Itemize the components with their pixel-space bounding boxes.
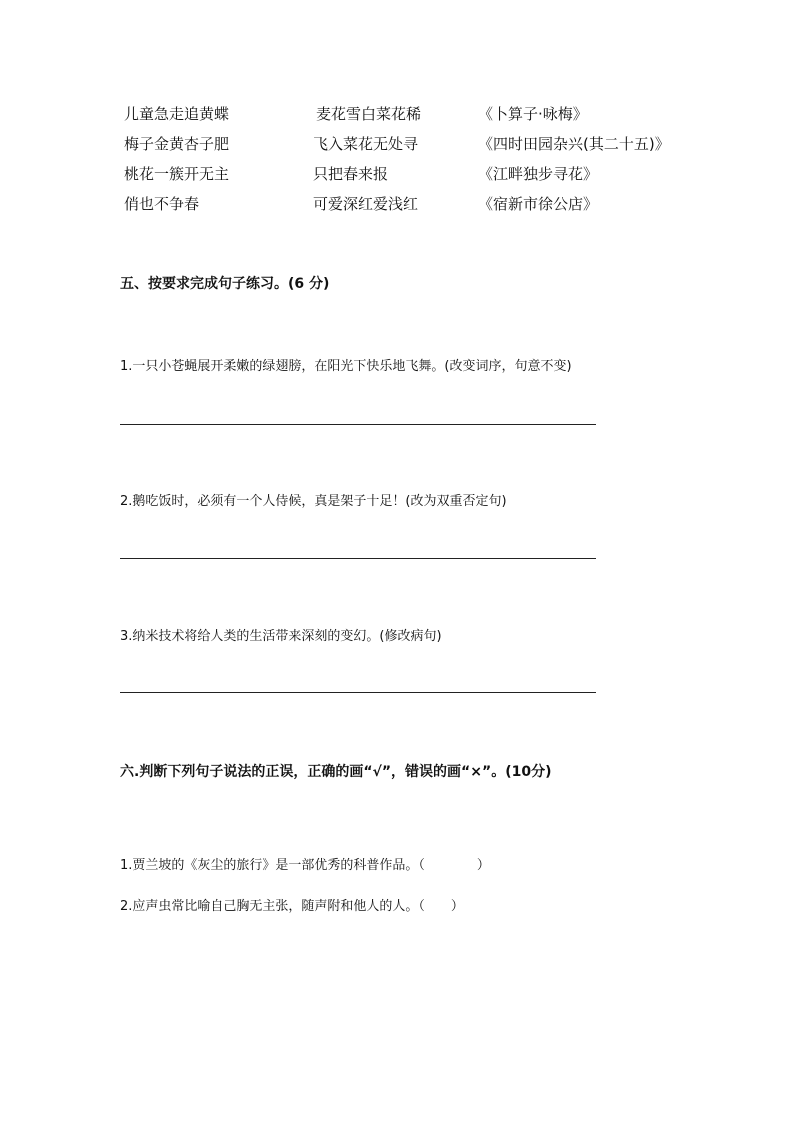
poem-title: 《宿新市徐公店》 — [478, 195, 599, 213]
poem-line: 飞入菜花无处寻 — [313, 135, 419, 153]
section-heading: 五、按要求完成句子练习。(6 分) — [120, 276, 330, 292]
poem-title: 《江畔独步寻花》 — [478, 165, 599, 183]
poem-line: 儿童急走追黄蝶 — [124, 105, 230, 123]
answer-line[interactable] — [120, 558, 596, 559]
poem-line: 梅子金黄杏子肥 — [124, 135, 230, 153]
answer-line[interactable] — [120, 424, 596, 425]
poem-line: 麦花雪白菜花稀 — [316, 105, 422, 123]
question-text: 1.贾兰坡的《灰尘的旅行》是一部优秀的科普作品。（ ） — [120, 858, 490, 873]
poem-line: 只把春来报 — [313, 165, 389, 183]
question-text: 1.一只小苍蝇展开柔嫩的绿翅膀，在阳光下快乐地飞舞。(改变词序，句意不变) — [120, 359, 572, 374]
answer-line[interactable] — [120, 692, 596, 693]
section-heading: 六.判断下列句子说法的正误，正确的画“√”，错误的画“×”。(10分) — [120, 764, 552, 780]
poem-title: 《四时田园杂兴(其二十五)》 — [478, 135, 670, 153]
poem-line: 桃花一簇开无主 — [124, 165, 230, 183]
question-text: 2.应声虫常比喻自己胸无主张，随声附和他人的人。（ ） — [120, 899, 464, 914]
poem-line: 可爱深红爱浅红 — [313, 195, 419, 213]
poem-line: 俏也不争春 — [124, 195, 200, 213]
poem-title: 《卜算子·咏梅》 — [478, 105, 588, 123]
question-text: 3.纳米技术将给人类的生活带来深刻的变幻。(修改病句) — [120, 629, 442, 644]
question-text: 2.鹅吃饭时，必须有一个人侍候，真是架子十足！(改为双重否定句) — [120, 494, 507, 509]
